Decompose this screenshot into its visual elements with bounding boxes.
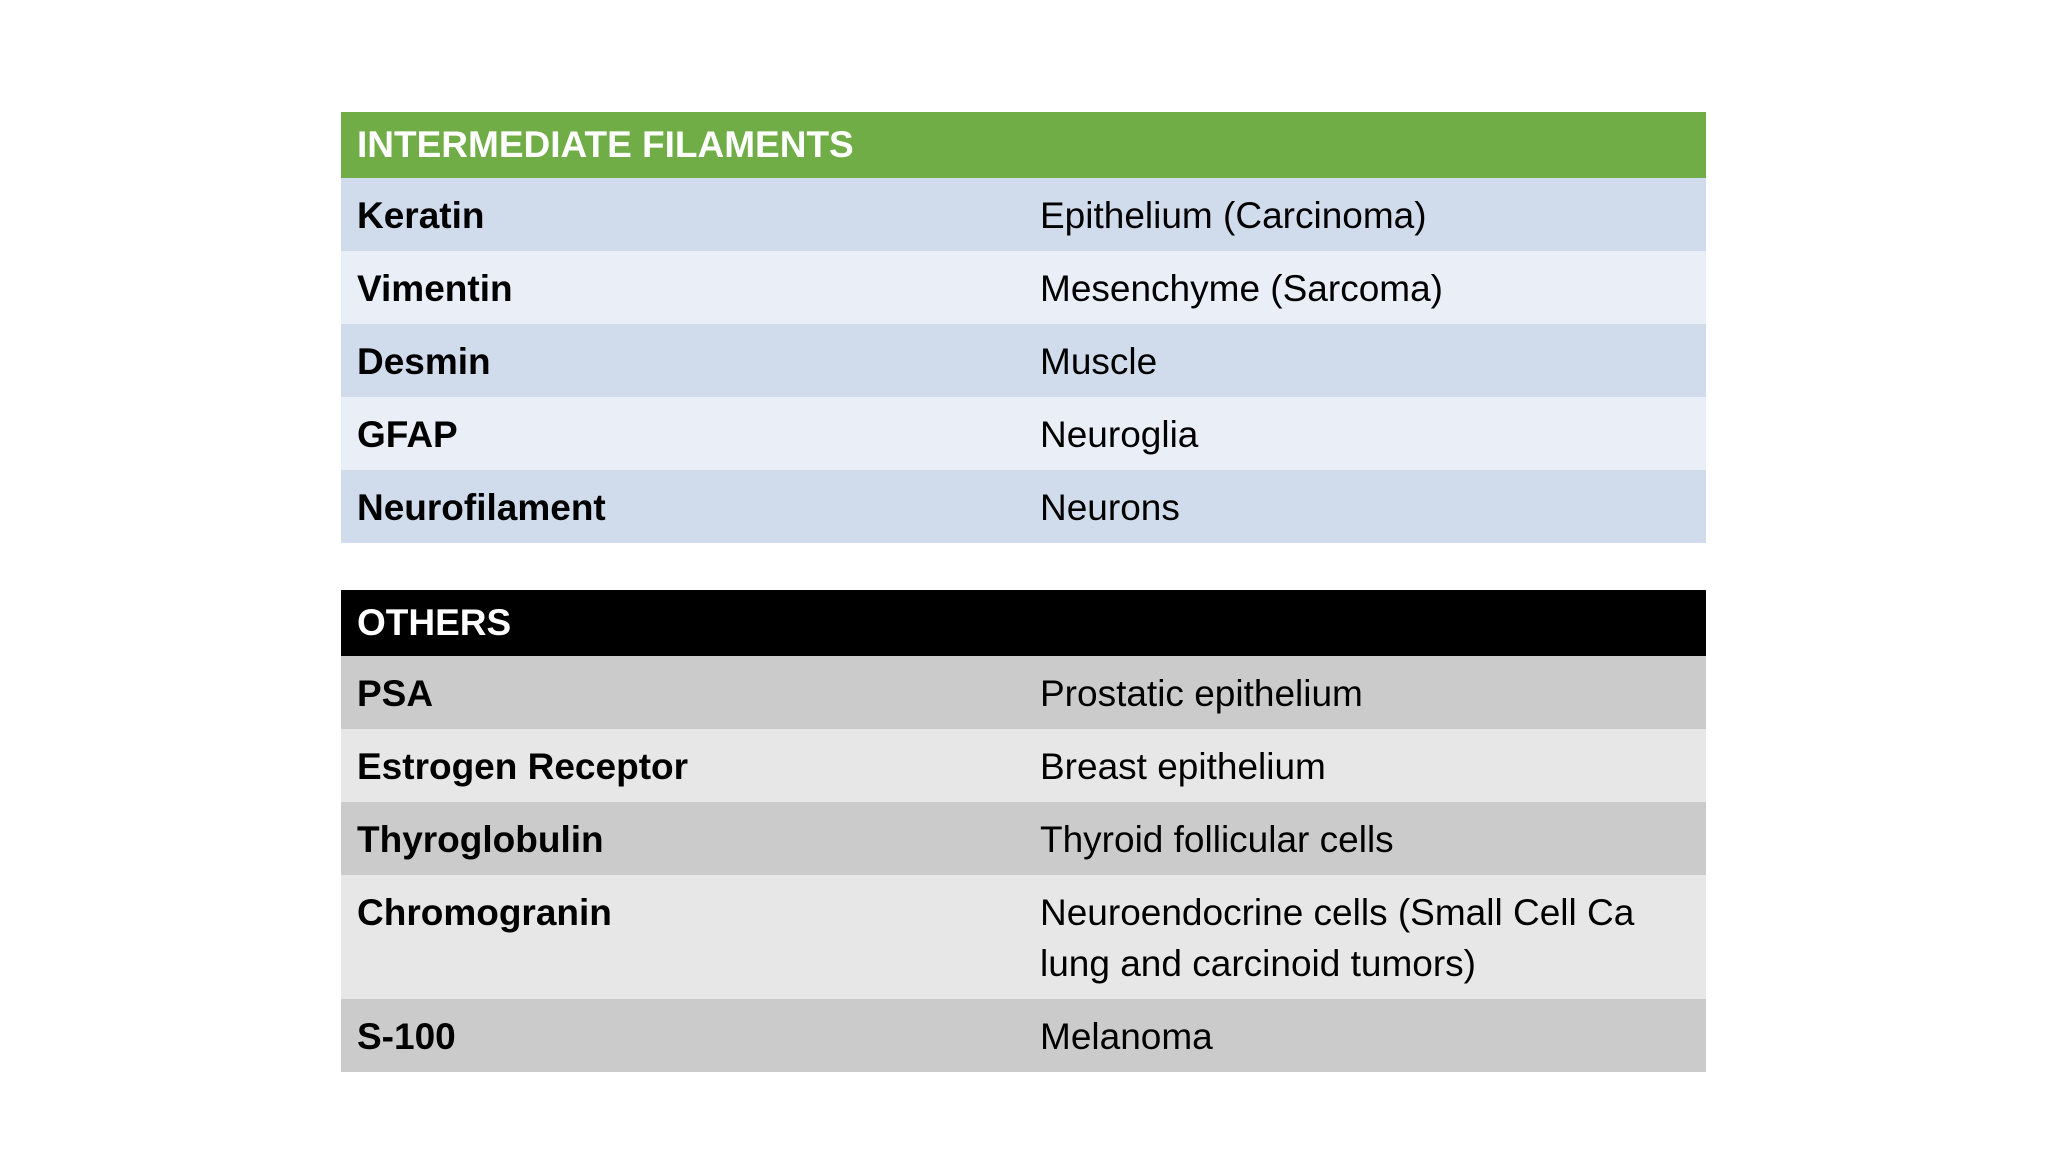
others-header: OTHERS	[341, 590, 1706, 656]
table-row	[341, 397, 1706, 470]
tissue-cell: Breast epithelium	[1024, 729, 1706, 802]
tissue-cell: Muscle	[1024, 324, 1706, 397]
intermediate-filaments-header: INTERMEDIATE FILAMENTS	[341, 112, 1706, 178]
marker-cell: Chromogranin	[341, 875, 1024, 999]
tissue-cell: Thyroid follicular cells	[1024, 802, 1706, 875]
table-header-row	[341, 112, 1706, 178]
tissue-cell: Mesenchyme (Sarcoma)	[1024, 251, 1706, 324]
tissue-cell: Epithelium (Carcinoma)	[1024, 178, 1706, 251]
table-row	[341, 324, 1706, 397]
marker-cell: Desmin	[341, 324, 1024, 397]
table-header-row	[341, 590, 1706, 656]
marker-cell: Thyroglobulin	[341, 802, 1024, 875]
tissue-cell: Prostatic epithelium	[1024, 656, 1706, 729]
table-row	[341, 178, 1706, 251]
others-table	[341, 590, 1706, 1072]
tissue-cell: Neuroendocrine cells (Small Cell Ca lung and carcinoid tumors)	[1024, 875, 1706, 999]
tissue-cell: Neurons	[1024, 470, 1706, 543]
tissue-cell: Neuroglia	[1024, 397, 1706, 470]
table-row	[341, 470, 1706, 543]
table-row	[341, 656, 1706, 729]
table-row	[341, 802, 1706, 875]
marker-cell: Vimentin	[341, 251, 1024, 324]
marker-cell: Neurofilament	[341, 470, 1024, 543]
marker-cell: Estrogen Receptor	[341, 729, 1024, 802]
table-row	[341, 251, 1706, 324]
table-row	[341, 875, 1706, 999]
table-row	[341, 729, 1706, 802]
tissue-cell: Melanoma	[1024, 999, 1706, 1072]
marker-cell: Keratin	[341, 178, 1024, 251]
marker-cell: S-100	[341, 999, 1024, 1072]
table-row	[341, 999, 1706, 1072]
marker-cell: GFAP	[341, 397, 1024, 470]
marker-cell: PSA	[341, 656, 1024, 729]
intermediate-filaments-table	[341, 112, 1706, 543]
